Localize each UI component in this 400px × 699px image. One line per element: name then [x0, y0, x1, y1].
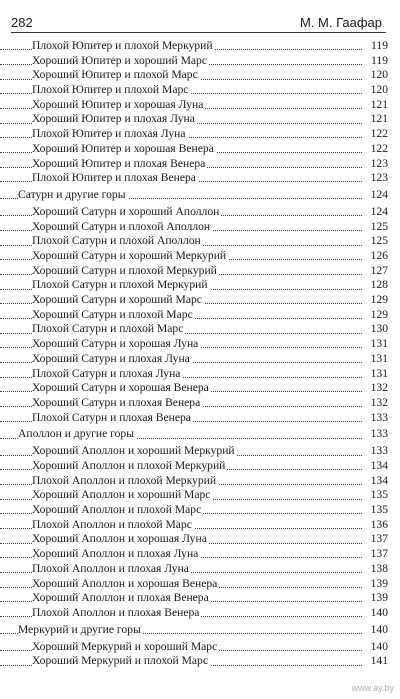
toc-entry	[0, 264, 400, 279]
toc-entry	[0, 640, 400, 655]
toc-entry-page: 122	[370, 141, 388, 155]
toc-entry-page: 125	[370, 219, 388, 233]
toc-entry-page: 119	[371, 39, 388, 52]
author-name: М. М. Гаафар	[299, 15, 382, 30]
toc-entry	[0, 68, 400, 83]
toc-entry-page: 129	[370, 293, 388, 307]
toc-entry	[0, 308, 400, 323]
toc-entry-title: Хороший Аполлон и плохой Меркурий	[32, 459, 226, 472]
toc-entry-title: Хороший Аполлон и хорошая Луна	[32, 532, 207, 546]
toc-entry-page: 131	[370, 337, 388, 351]
toc-entry	[0, 205, 400, 220]
toc-entry-title: Хороший Аполлон и плохой Марс	[32, 503, 202, 517]
toc-entry	[0, 367, 400, 382]
toc-entry-title: Хороший Юпитер и плохой Марс	[32, 68, 198, 82]
toc-entry	[0, 54, 400, 69]
toc-entry	[0, 352, 400, 367]
toc-entry	[0, 127, 400, 142]
toc-entry-title: Хороший Сатурн и хорошая Венера	[32, 381, 209, 395]
toc-entry	[0, 293, 400, 308]
toc-entry-title: Плохой Сатурн и плохая Венера	[32, 410, 191, 424]
toc-entry-page: 131	[370, 366, 388, 380]
toc-entry	[0, 249, 400, 264]
toc-entry-page: 134	[370, 473, 388, 487]
page-number: 282	[11, 15, 33, 30]
table-of-contents	[0, 39, 400, 669]
watermark: www.ay.by	[351, 683, 394, 693]
toc-entry-page: 120	[370, 83, 388, 97]
toc-section-entry	[0, 188, 400, 203]
toc-entry-title: Плохой Сатурн и плохой Меркурий	[32, 278, 208, 292]
toc-entry-title: Хороший Юпитер и хороший Марс	[32, 53, 207, 67]
toc-entry	[0, 654, 400, 669]
toc-entry-page: 131	[370, 351, 388, 365]
toc-entry-title: Плохой Сатурн и плохая Луна	[32, 366, 181, 380]
toc-entry-page: 132	[370, 395, 388, 409]
toc-entry-page: 135	[370, 503, 388, 517]
toc-entry	[0, 577, 400, 592]
toc-entry-page: 128	[370, 278, 388, 292]
toc-entry-page: 130	[370, 322, 388, 336]
toc-entry-page: 124	[370, 188, 388, 202]
toc-entry	[0, 171, 400, 186]
toc-entry	[0, 98, 400, 113]
toc-entry-page: 123	[370, 156, 388, 170]
toc-entry-title: Плохой Сатурн и плохой Марс	[32, 322, 184, 336]
toc-entry	[0, 278, 400, 293]
toc-entry-page: 119	[371, 53, 388, 67]
toc-section-entry	[0, 427, 400, 442]
toc-entry-page: 137	[370, 532, 388, 546]
toc-entry	[0, 532, 400, 547]
toc-entry-title: Плохой Сатурн и плохой Аполлон	[32, 234, 201, 248]
toc-entry	[0, 411, 400, 426]
toc-entry-title: Хороший Юпитер и плохая Венера	[32, 156, 206, 170]
toc-entry-page: 140	[370, 622, 388, 636]
toc-entry	[0, 142, 400, 157]
toc-entry	[0, 562, 400, 577]
toc-entry-title: Хороший Сатурн и плохая Венера	[32, 395, 201, 409]
toc-entry-page: 139	[370, 591, 388, 605]
toc-entry	[0, 591, 400, 606]
toc-entry-title: Хороший Сатурн и плохой Аполлон	[32, 219, 211, 233]
toc-entry-title: Плохой Юпитер и плохой Марс	[32, 83, 189, 97]
toc-entry	[0, 220, 400, 235]
toc-entry-title: Хороший Сатурн и плохая Луна	[32, 351, 190, 365]
toc-entry	[0, 234, 400, 249]
toc-entry-page: 125	[370, 234, 388, 248]
toc-entry	[0, 39, 400, 54]
toc-entry-title: Аполлон и другие горы	[18, 427, 134, 441]
toc-entry	[0, 322, 400, 337]
toc-entry-page: 140	[370, 639, 388, 653]
toc-entry-page: 124	[370, 204, 388, 218]
toc-entry-page: 137	[370, 547, 388, 561]
toc-entry-title: Плохой Аполлон и плохая Венера	[32, 605, 200, 619]
toc-entry-title: Хороший Меркурий и хороший Марс	[32, 639, 218, 653]
toc-entry-title: Хороший Аполлон и хороший Меркурий	[32, 444, 235, 458]
toc-entry-title: Плохой Аполлон и плохой Меркурий	[32, 473, 217, 487]
toc-entry-title: Плохой Аполлон и плохой Марс	[32, 517, 192, 531]
toc-entry-title: Хороший Сатурн и хороший Марс	[32, 293, 202, 307]
toc-entry	[0, 606, 400, 621]
toc-entry-title: Плохой Юпитер и плохой Меркурий	[32, 39, 213, 52]
toc-entry-title: Хороший Меркурий и плохой Марс	[32, 654, 208, 668]
toc-entry-title: Плохой Аполлон и плохая Луна	[32, 561, 189, 575]
toc-entry-page: 133	[370, 444, 388, 458]
toc-entry	[0, 337, 400, 352]
toc-entry-page: 126	[370, 249, 388, 262]
toc-entry-title: Хороший Аполлон и плохая Венера	[32, 591, 209, 605]
toc-entry	[0, 518, 400, 533]
toc-entry-title: Плохой Юпитер и плохая Венера	[32, 171, 196, 185]
toc-entry-page: 121	[370, 97, 388, 111]
toc-entry-page: 134	[370, 459, 388, 472]
toc-entry-page: 123	[370, 171, 388, 185]
running-header	[11, 12, 386, 33]
toc-entry-page: 127	[370, 263, 388, 277]
toc-entry-page: 140	[370, 605, 388, 619]
toc-entry	[0, 503, 400, 518]
toc-entry-title: Сатурн и другие горы	[18, 188, 126, 202]
toc-entry-title: Меркурий и другие горы	[18, 622, 141, 636]
toc-entry-title: Хороший Сатурн и плохой Марс	[32, 307, 193, 321]
toc-entry-title: Хороший Аполлон и плохая Луна	[32, 547, 199, 561]
toc-entry-title: Плохой Юпитер и плохая Луна	[32, 127, 186, 141]
toc-entry-title: Хороший Сатурн и плохой Меркурий	[32, 263, 217, 277]
toc-entry-page: 133	[370, 410, 388, 424]
toc-entry-title: Хороший Юпитер и хорошая Луна	[32, 97, 204, 111]
toc-entry	[0, 547, 400, 562]
toc-entry-title: Хороший Аполлон и хороший Марс	[32, 488, 211, 502]
toc-entry	[0, 381, 400, 396]
toc-entry-title: Хороший Сатурн и хорошая Луна	[32, 337, 199, 351]
toc-entry-page: 129	[370, 307, 388, 321]
toc-entry	[0, 112, 400, 127]
toc-entry	[0, 444, 400, 459]
toc-entry-title: Хороший Сатурн и хороший Аполлон	[32, 204, 220, 218]
toc-entry-page: 122	[370, 127, 388, 141]
toc-entry-page: 135	[370, 488, 388, 502]
toc-entry-page: 141	[370, 654, 388, 668]
toc-entry-page: 121	[370, 112, 388, 126]
toc-entry-page: 136	[370, 517, 388, 531]
toc-entry-page: 120	[370, 68, 388, 82]
toc-entry	[0, 488, 400, 503]
toc-entry-page: 138	[370, 561, 388, 575]
toc-entry	[0, 396, 400, 411]
toc-entry-title: Хороший Аполлон и хорошая Венера	[32, 576, 218, 590]
toc-entry	[0, 83, 400, 98]
toc-section-entry	[0, 623, 400, 638]
toc-entry	[0, 474, 400, 489]
toc-entry-page: 133	[370, 427, 388, 441]
toc-entry-title: Хороший Юпитер и хорошая Венера	[32, 141, 214, 155]
toc-entry-page: 139	[370, 576, 388, 590]
toc-entry-page: 132	[370, 381, 388, 395]
toc-entry-title: Хороший Юпитер и плохая Луна	[32, 112, 195, 126]
toc-entry	[0, 459, 400, 474]
toc-entry-title: Хороший Сатурн и хороший Меркурий	[32, 249, 227, 262]
toc-entry	[0, 157, 400, 172]
